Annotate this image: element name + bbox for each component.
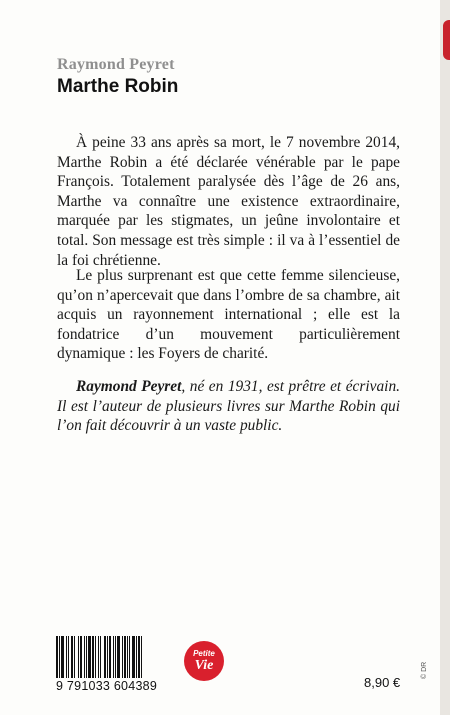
barcode-bar	[88, 636, 91, 678]
isbn-number: 9 791033 604389	[56, 679, 158, 693]
barcode-bar	[98, 636, 99, 678]
barcode-bar	[127, 636, 128, 678]
barcode-bar	[66, 636, 67, 678]
barcode-bar	[61, 636, 64, 678]
barcode-bar	[78, 636, 79, 678]
book-title: Marthe Robin	[57, 76, 179, 97]
red-edge-mark	[443, 20, 450, 60]
barcode-bar	[113, 636, 114, 678]
barcode-block	[56, 636, 174, 693]
cover-edge	[440, 0, 450, 715]
photo-credit: © DR	[421, 661, 428, 679]
barcode-bar	[124, 636, 126, 678]
barcode-bar	[122, 636, 123, 678]
barcode-bar	[56, 636, 58, 678]
author-bio	[57, 377, 400, 436]
barcode-bar	[138, 636, 140, 678]
synopsis-paragraph-2	[57, 266, 400, 364]
barcode-bar	[141, 636, 142, 678]
barcode-bar	[100, 636, 101, 678]
price: 8,90 €	[364, 675, 401, 690]
synopsis-paragraph-1	[57, 133, 400, 270]
barcode-bar	[115, 636, 116, 678]
barcode-bar	[92, 636, 94, 678]
barcode-bar	[86, 636, 87, 678]
barcode-bar	[84, 636, 85, 678]
bio-author-name: Raymond Peyret	[76, 378, 182, 395]
barcode-bar	[74, 636, 75, 678]
author-name: Raymond Peyret	[57, 56, 175, 73]
publisher-logo	[184, 641, 224, 681]
bio-text: , né en 1931, est prêtre et écrivain. Il est l’auteur de plusieurs livres sur Marthe Robin qui l’on fait découvrir à un vaste public.	[57, 378, 400, 435]
barcode-bar	[107, 636, 108, 678]
barcode-bar	[109, 636, 111, 678]
logo-line-2: Vie	[194, 657, 214, 673]
logo-line-1: Petite	[193, 648, 215, 658]
barcode-bar	[68, 636, 69, 678]
barcode-bar	[95, 636, 96, 678]
barcode-bar	[71, 636, 73, 678]
barcode	[56, 636, 174, 678]
barcode-bar	[136, 636, 137, 678]
barcode-bar	[104, 636, 106, 678]
barcode-bar	[80, 636, 82, 678]
barcode-bar	[59, 636, 60, 678]
paragraph-text: À peine 33 ans après sa mort, le 7 novembre 2014, Marthe Robin a été déclarée vénérable par le pape François. Totalement paralysée dès l’âge de 26 ans, Marthe va connaître une existence extraordinaire, marquée par les stigmates, un jeûne involontaire et total. Son message est très simple : il va à l’essentiel de la foi chrétienne.	[57, 134, 400, 269]
barcode-bar	[132, 636, 135, 678]
paragraph-text: Le plus surprenant est que cette femme silencieuse, qu’on n’apercevait que dans l’ombre de sa chambre, ait acquis un rayonnement international ; elle est la fondatrice d’un mouvement particulièrement dynamique : les Foyers de charité.	[57, 267, 400, 363]
barcode-bar	[129, 636, 130, 678]
barcode-bar	[117, 636, 120, 678]
